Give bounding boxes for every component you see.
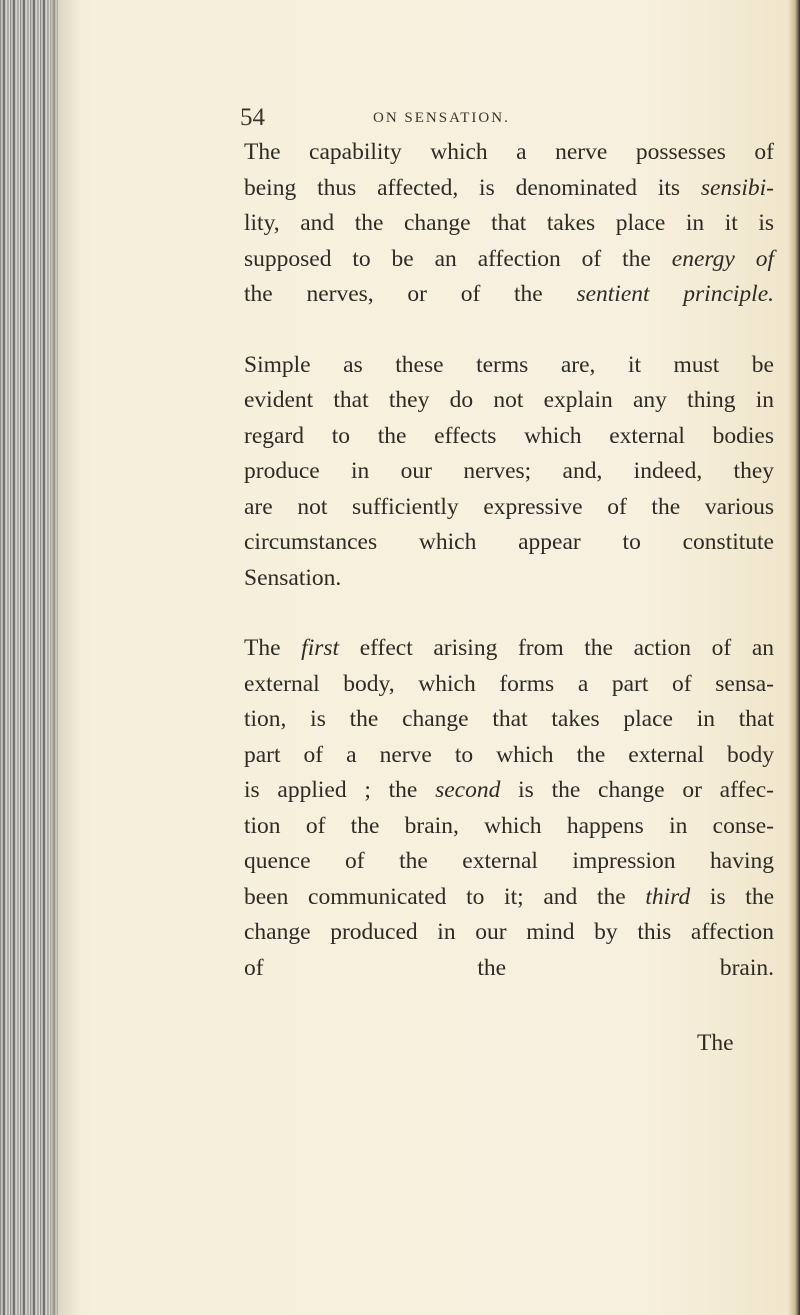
text-line: tion, is the change that takes place in that [244, 706, 774, 732]
text-line: produce in our nerves; and, indeed, they [244, 458, 774, 484]
gutter-shadow [50, 0, 80, 1315]
text-line: circumstances which appear to constitute [244, 529, 774, 555]
text-line: quence of the external impression having [244, 848, 774, 874]
text-line: The capability which a nerve possesses of [244, 139, 774, 165]
text-line: lity, and the change that takes place in it is [244, 210, 774, 236]
text-line: being thus affected, is denominated its sensibi- [244, 174, 774, 201]
text-line: been communicated to it; and the third is the [244, 883, 774, 910]
body-text [244, 135, 774, 1021]
text-line: change produced in our mind by this affection [244, 919, 774, 945]
text-line: tion of the brain, which happens in conse- [244, 812, 774, 839]
text-line: Simple as these terms are, it must be [244, 351, 774, 378]
text-line: the nerves, or of the sentient principle. [244, 281, 774, 307]
text-line: Sensation. [244, 564, 342, 591]
text-line: part of a nerve to which the external body [244, 741, 774, 768]
text-line: regard to the effects which external bodies [244, 422, 774, 449]
paragraph-1 [244, 135, 774, 313]
text-line: of the brain. [244, 954, 774, 981]
text-line: is applied ; the second is the change or affec- [244, 777, 774, 803]
paragraph-3 [244, 631, 774, 986]
text-line: external body, which forms a part of sensa- [244, 670, 774, 697]
text-line: The first effect arising from the action of an [244, 635, 774, 661]
page-number: 54 [240, 104, 265, 131]
text-line: are not sufficiently expressive of the various [244, 493, 774, 520]
page-edge [788, 0, 800, 1315]
catchword: The [697, 1030, 734, 1056]
running-title: ON SENSATION. [373, 110, 510, 126]
text-line: evident that they do not explain any thing in [244, 387, 774, 413]
paragraph-2 [244, 348, 774, 597]
text-line: supposed to be an affection of the energy of [244, 245, 775, 272]
